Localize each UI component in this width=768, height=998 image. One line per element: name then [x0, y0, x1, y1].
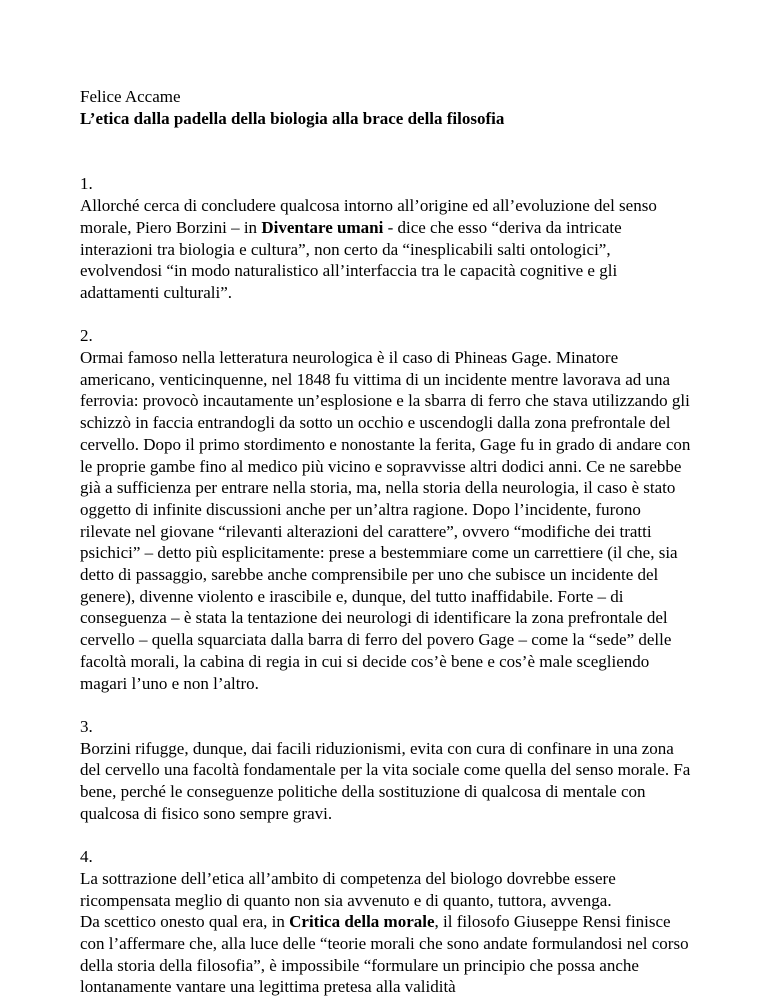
section-number: 3. [80, 716, 93, 736]
section-paragraph: Ormai famoso nella letteratura neurologica è il caso di Phineas Gage. Minatore americano, venticinquenne, nel 1848 fu vittima di un incidente mentre lavorava ad una ferrovia: provocò incautamente un’esplosione e la sbarra di ferro che stava utilizzando gli schizzò in faccia entrandogli da sotto un occhio e uscendogli dalla zona prefrontale del cervello. Dopo il primo stordimento e nonostante la ferita, Gage fu in grado di andare con le proprie gambe fino al medico più vicino e sopravvisse altri dodici anni. Ce ne sarebbe già a sufficienza per entrare nella storia, ma, nella storia della neurologia, il caso è stato oggetto di infinite discussioni anche per un’altra ragione. Dopo l’incidente, furono rilevate nel giovane “rilevanti alterazioni del carattere”, ovvero “modifiche dei tratti psichici” – detto più esplicitamente: prese a bestemmiare come un carrettiere (il che, sia detto di passaggio, sarebbe anche comprensibile per uno che subisce un incidente del genere), divenne violento e irascibile e, dunque, del tutto inaffidabile. Forte – di conseguenza – è stata la tentazione dei neurologi di identificare la zona prefrontale del cervello – quella squarciata dalla barra di ferro del povero Gage – come la “sede” delle facoltà morali, la cabina di regia in cui si decide cos’è bene e cos’è male scegliendo magari l’uno e non l’altro. [80, 348, 691, 693]
paragraph-text: - dice che esso “deriva da intricate interazioni tra biologia e cultura”, non certo da “inesplicabili salti ontologici”, evolvendosi “in modo naturalistico all’interfaccia tra le capacità cognitive e gli adattamenti culturali”. [80, 217, 622, 302]
section-2 [80, 325, 692, 694]
section-4 [80, 846, 692, 998]
document-page [80, 86, 692, 998]
section-number: 4. [80, 847, 93, 867]
paragraph-text: Allorché cerca di concludere qualcosa intorno all’origine ed all’evoluzione del senso morale, Piero Borzini – in [80, 196, 657, 237]
author-name: Felice Accame [80, 87, 181, 106]
document-title: L’etica dalla padella della biologia alla brace della filosofia [80, 108, 505, 128]
book-title: Diventare umani [261, 217, 384, 237]
section-paragraph: Borzini rifugge, dunque, dai facili riduzionismi, evita con cura di confinare in una zona del cervello una facoltà fondamentale per la vita sociale come quella del senso morale. Fa bene, perché le conseguenze politiche della sostituzione di qualcosa di mentale con qualcosa di fisico sono sempre gravi. [80, 738, 691, 823]
section-paragraph: La sottrazione dell’etica all’ambito di competenza del biologo dovrebbe essere ricompensata meglio di quanto non sia avvenuto e di quanto, tuttora, avvenga. [80, 868, 616, 910]
paragraph-text: Da scettico onesto qual era, in [80, 912, 290, 932]
section-paragraph [80, 911, 692, 998]
section-number: 2. [80, 326, 93, 346]
section-number: 1. [80, 174, 93, 194]
section-3 [80, 716, 692, 825]
section-1 [80, 173, 692, 303]
spacer [80, 129, 692, 173]
book-title: Critica della morale [289, 912, 435, 932]
paragraph-text: , il filosofo Giuseppe Rensi finisce con l’affermare che, alla luce delle “teorie morali che sono andate formulandosi nel corso della storia della filosofia”, è impossibile “formulare un principio che possa anche lontanamente vantare una legittima pretesa alla validità [80, 912, 689, 997]
section-paragraph [80, 195, 692, 304]
